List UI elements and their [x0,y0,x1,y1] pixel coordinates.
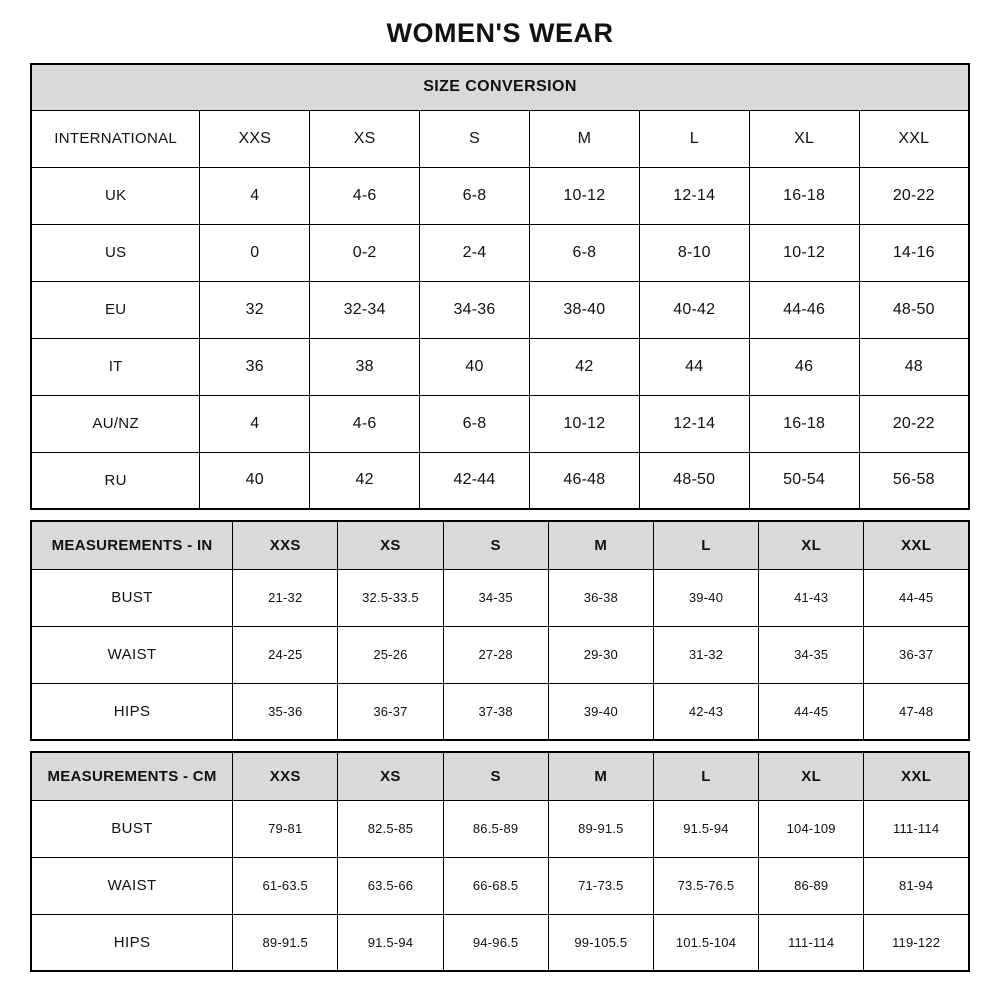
value-cell: 32 [200,281,310,338]
row-label: BUST [31,569,233,626]
value-cell: 4-6 [310,167,420,224]
value-cell: 41-43 [759,569,864,626]
size-column-header: L [653,521,758,569]
value-cell: 39-40 [548,683,653,740]
value-cell: 61-63.5 [233,857,338,914]
value-cell: M [529,110,639,167]
row-label: US [31,224,200,281]
value-cell: 44-45 [759,683,864,740]
value-cell: 40 [200,452,310,509]
value-cell: 16-18 [749,395,859,452]
row-label: WAIST [31,626,233,683]
value-cell: 36-37 [864,626,969,683]
value-cell: 40-42 [639,281,749,338]
value-cell: 79-81 [233,800,338,857]
value-cell: XXS [200,110,310,167]
size-conversion-title: SIZE CONVERSION [31,64,969,110]
row-label: UK [31,167,200,224]
measurements-cm-title: MEASUREMENTS - CM [31,752,233,800]
value-cell: 89-91.5 [548,800,653,857]
value-cell: 111-114 [759,914,864,971]
value-cell: 32.5-33.5 [338,569,443,626]
size-column-header: XS [338,521,443,569]
measurements-cm-table [30,751,970,972]
value-cell: 91.5-94 [653,800,758,857]
size-column-header: XXS [233,752,338,800]
value-cell: 99-105.5 [548,914,653,971]
value-cell: 38 [310,338,420,395]
value-cell: 66-68.5 [443,857,548,914]
value-cell: 38-40 [529,281,639,338]
value-cell: 25-26 [338,626,443,683]
value-cell: 29-30 [548,626,653,683]
size-column-header: XXL [864,521,969,569]
value-cell: 20-22 [859,167,969,224]
table-row [31,338,969,395]
row-label: IT [31,338,200,395]
value-cell: 40 [420,338,530,395]
value-cell: 86-89 [759,857,864,914]
value-cell: 42-44 [420,452,530,509]
size-column-header: XXL [864,752,969,800]
value-cell: 91.5-94 [338,914,443,971]
value-cell: 71-73.5 [548,857,653,914]
size-column-header: M [548,752,653,800]
size-conversion-banner-row [31,64,969,110]
value-cell: 101.5-104 [653,914,758,971]
value-cell: 6-8 [420,395,530,452]
measurements-cm-header-row [31,752,969,800]
measurements-in-title: MEASUREMENTS - IN [31,521,233,569]
value-cell: 44-45 [864,569,969,626]
measurements-in-header-row [31,521,969,569]
table-row [31,569,969,626]
table-row [31,281,969,338]
value-cell: XXL [859,110,969,167]
size-column-header: S [443,752,548,800]
size-conversion-table [30,63,970,510]
value-cell: 46 [749,338,859,395]
value-cell: XL [749,110,859,167]
size-column-header: XS [338,752,443,800]
value-cell: 36-38 [548,569,653,626]
value-cell: 44 [639,338,749,395]
value-cell: 42 [310,452,420,509]
table-row [31,626,969,683]
value-cell: 10-12 [529,167,639,224]
value-cell: 50-54 [749,452,859,509]
value-cell: 0-2 [310,224,420,281]
size-column-header: XL [759,752,864,800]
value-cell: 4 [200,167,310,224]
value-cell: 6-8 [420,167,530,224]
value-cell: 24-25 [233,626,338,683]
value-cell: 44-46 [749,281,859,338]
value-cell: 81-94 [864,857,969,914]
value-cell: 119-122 [864,914,969,971]
row-label: INTERNATIONAL [31,110,200,167]
value-cell: 0 [200,224,310,281]
value-cell: 86.5-89 [443,800,548,857]
size-column-header: XXS [233,521,338,569]
page-title: WOMEN'S WEAR [386,18,614,48]
value-cell: 12-14 [639,395,749,452]
value-cell: XS [310,110,420,167]
value-cell: S [420,110,530,167]
value-cell: 27-28 [443,626,548,683]
row-label: WAIST [31,857,233,914]
size-column-header: S [443,521,548,569]
row-label: HIPS [31,914,233,971]
row-label: HIPS [31,683,233,740]
table-row [31,224,969,281]
value-cell: 32-34 [310,281,420,338]
value-cell: 89-91.5 [233,914,338,971]
value-cell: 20-22 [859,395,969,452]
value-cell: 111-114 [864,800,969,857]
value-cell: 34-36 [420,281,530,338]
table-row [31,914,969,971]
row-label: RU [31,452,200,509]
table-row [31,857,969,914]
value-cell: 14-16 [859,224,969,281]
table-row [31,452,969,509]
value-cell: 48-50 [859,281,969,338]
value-cell: 10-12 [749,224,859,281]
value-cell: L [639,110,749,167]
size-column-header: L [653,752,758,800]
row-label: EU [31,281,200,338]
row-label: BUST [31,800,233,857]
value-cell: 16-18 [749,167,859,224]
value-cell: 34-35 [443,569,548,626]
value-cell: 48 [859,338,969,395]
size-chart-page [30,18,970,972]
value-cell: 47-48 [864,683,969,740]
value-cell: 8-10 [639,224,749,281]
value-cell: 36-37 [338,683,443,740]
row-label: AU/NZ [31,395,200,452]
value-cell: 42 [529,338,639,395]
value-cell: 37-38 [443,683,548,740]
measurements-in-table [30,520,970,741]
value-cell: 42-43 [653,683,758,740]
value-cell: 36 [200,338,310,395]
value-cell: 4-6 [310,395,420,452]
value-cell: 63.5-66 [338,857,443,914]
value-cell: 104-109 [759,800,864,857]
size-column-header: XL [759,521,864,569]
value-cell: 82.5-85 [338,800,443,857]
value-cell: 21-32 [233,569,338,626]
table-row [31,395,969,452]
value-cell: 12-14 [639,167,749,224]
value-cell: 6-8 [529,224,639,281]
table-row [31,110,969,167]
value-cell: 56-58 [859,452,969,509]
value-cell: 94-96.5 [443,914,548,971]
value-cell: 4 [200,395,310,452]
value-cell: 2-4 [420,224,530,281]
table-row [31,167,969,224]
value-cell: 39-40 [653,569,758,626]
value-cell: 35-36 [233,683,338,740]
value-cell: 34-35 [759,626,864,683]
value-cell: 48-50 [639,452,749,509]
table-row [31,800,969,857]
size-column-header: M [548,521,653,569]
value-cell: 73.5-76.5 [653,857,758,914]
value-cell: 31-32 [653,626,758,683]
table-row [31,683,969,740]
value-cell: 46-48 [529,452,639,509]
value-cell: 10-12 [529,395,639,452]
